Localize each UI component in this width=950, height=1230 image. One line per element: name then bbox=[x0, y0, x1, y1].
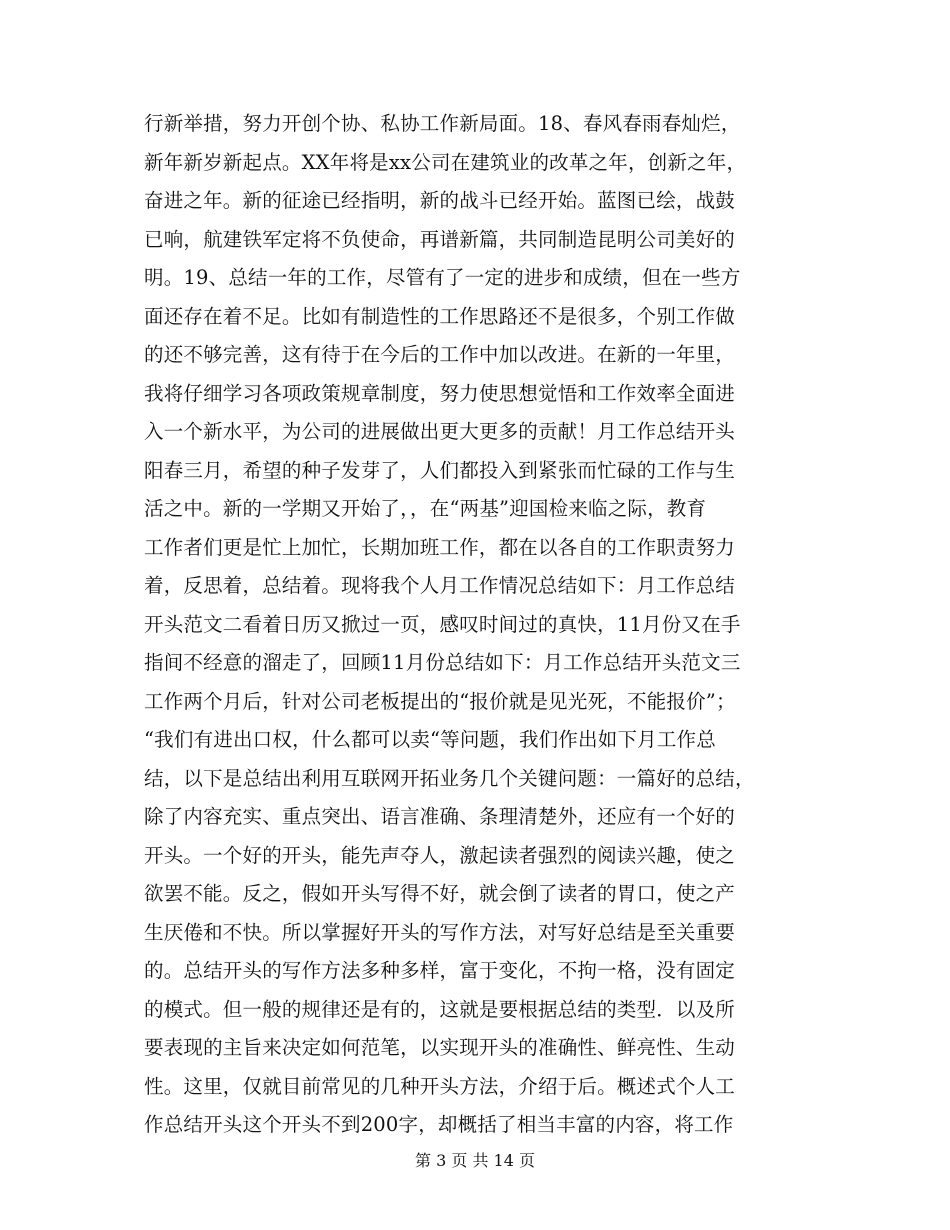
text-line: 入一个新水平，为公司的进展做出更大更多的贡献！月工作总结开头 bbox=[144, 420, 736, 443]
text-line: 要表现的主旨来决定如何范笔，以实现开头的准确性、鲜亮性、生动 bbox=[144, 1036, 736, 1059]
text-line: 开头范文二看着日历又掀过一页，感叹时间过的真快，11月份又在手 bbox=[144, 612, 741, 636]
text-line: 工作两个月后，针对公司老板提出的“报价就是见光死，不能报价”； bbox=[144, 689, 736, 713]
text-line: 行新举措，努力开创个协、私协工作新局面。18、春风春雨春灿烂， bbox=[144, 112, 741, 135]
text-line: 面还存在着不足。比如有制造性的工作思路还不是很多，个别工作做 bbox=[144, 304, 736, 328]
text-line: 的还不够完善，这有待于在今后的工作中加以改进。在新的一年里， bbox=[144, 343, 736, 366]
text-line: 生厌倦和不快。所以掌握好开头的写作方法，对写好总结是至关重要 bbox=[144, 920, 736, 944]
text-line: “我们有进出口权，什么都可以卖“等问题，我们作出如下月工作总 bbox=[144, 728, 716, 751]
text-line: 活之中。新的一学期又开始了，，在“两基”迎国检来临之际，教育 bbox=[144, 497, 707, 520]
body-text bbox=[144, 105, 806, 1145]
text-line: 的模式。但一般的规律还是有的，这就是要根据总结的类型．以及所 bbox=[144, 997, 736, 1021]
text-line: 工作者们更是忙上加忙，长期加班工作，都在以各自的工作职责努力 bbox=[144, 535, 736, 559]
text-line: 我将仔细学习各项政策规章制度，努力使思想觉悟和工作效率全面进 bbox=[144, 381, 736, 405]
text-line: 欲罢不能。反之，假如开头写得不好，就会倒了读者的胃口，使之产 bbox=[144, 882, 736, 905]
text-line: 指间不经意的溜走了，回顾11月份总结如下：月工作总结开头范文三 bbox=[144, 651, 741, 674]
text-line: 开头。一个好的开头，能先声夺人，激起读者强烈的阅读兴趣，使之 bbox=[144, 843, 736, 867]
text-line: 性。这里，仅就目前常见的几种开头方法，介绍于后。概述式个人工 bbox=[144, 1074, 736, 1098]
text-line: 除了内容充实、重点突出、语言准确、条理清楚外，还应有一个好的 bbox=[144, 805, 736, 828]
page-footer: 第 3 页 共 14 页 bbox=[415, 1151, 535, 1170]
text-line: 已响，航建铁军定将不负使命，再谱新篇，共同制造昆明公司美好的 bbox=[144, 227, 736, 251]
text-line: 明。19、总结一年的工作，尽管有了一定的进步和成绩，但在一些方 bbox=[144, 266, 741, 289]
text-line: 作总结开头这个开头不到200字，却概括了相当丰富的内容，将工作 bbox=[144, 1113, 734, 1136]
text-line: 结，以下是总结出利用互联网开拓业务几个关键问题：一篇好的总结， bbox=[144, 766, 755, 790]
text-line: 奋进之年。新的征途已经指明，新的战斗已经开始。蓝图已绘，战鼓 bbox=[144, 189, 736, 212]
text-line: 着，反思着，总结着。现将我个人月工作情况总结如下：月工作总结 bbox=[144, 574, 736, 597]
text-line: 新年新岁新起点。XX年将是xx公司在建筑业的改革之年，创新之年， bbox=[144, 150, 747, 174]
text-line: 的。总结开头的写作方法多种多样，富于变化，不拘一格，没有固定 bbox=[144, 959, 736, 982]
text-line: 阳春三月，希望的种子发芽了，人们都投入到紧张而忙碌的工作与生 bbox=[144, 458, 736, 482]
